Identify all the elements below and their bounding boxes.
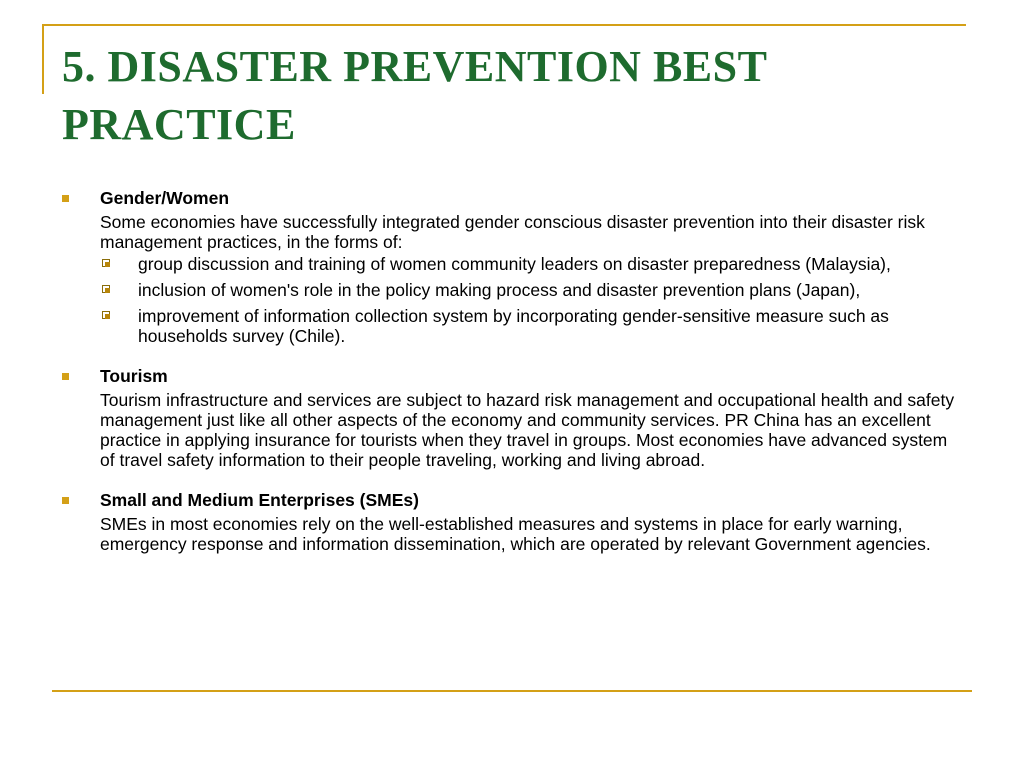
section-heading: Small and Medium Enterprises (SMEs) xyxy=(100,490,419,510)
checkbox-bullet-icon xyxy=(102,285,110,293)
checkbox-bullet-icon xyxy=(102,259,110,267)
section-heading: Tourism xyxy=(100,366,168,386)
frame-top-line xyxy=(42,24,966,26)
section-heading-wrapper xyxy=(60,366,960,387)
list-item xyxy=(60,254,960,274)
section-heading-wrapper xyxy=(60,188,960,209)
section-tourism xyxy=(60,366,960,470)
checkbox-bullet-icon xyxy=(102,311,110,319)
section-gender-women xyxy=(60,188,960,346)
list-item-text: inclusion of women's role in the policy making process and disaster prevention plans (Japan), xyxy=(138,280,861,300)
slide-content xyxy=(60,188,960,574)
list-item xyxy=(60,306,960,346)
section-heading: Gender/Women xyxy=(100,188,230,208)
square-bullet-icon xyxy=(62,373,69,380)
slide-title: 5. DISASTER PREVENTION BEST PRACTICE xyxy=(62,42,767,149)
square-bullet-icon xyxy=(62,195,69,202)
section-body: Tourism infrastructure and services are subject to hazard risk management and occupational health and safety management just like all other aspects of the economy and community services. PR China has an excellent practice in applying insurance for tourists when they travel in groups. Most economies have advanced system of travel safety information to their people traveling, working and living abroad. xyxy=(100,390,955,470)
section-body: Some economies have successfully integrated gender conscious disaster prevention into their disaster risk management practices, in the forms of: xyxy=(100,212,925,252)
section-smes xyxy=(60,490,960,554)
frame-left-line xyxy=(42,24,44,94)
list-item xyxy=(60,280,960,300)
section-heading-wrapper xyxy=(60,490,960,511)
sub-bullet-list xyxy=(60,254,960,346)
square-bullet-icon xyxy=(62,497,69,504)
section-body: SMEs in most economies rely on the well-established measures and systems in place for early warning, emergency response and information dissemination, which are operated by relevant Government agencies. xyxy=(100,514,931,554)
list-item-text: improvement of information collection system by incorporating gender-sensitive measure such as households survey (Chile). xyxy=(138,306,889,346)
list-item-text: group discussion and training of women community leaders on disaster preparedness (Malaysia), xyxy=(138,254,891,274)
frame-bottom-line xyxy=(52,690,972,692)
